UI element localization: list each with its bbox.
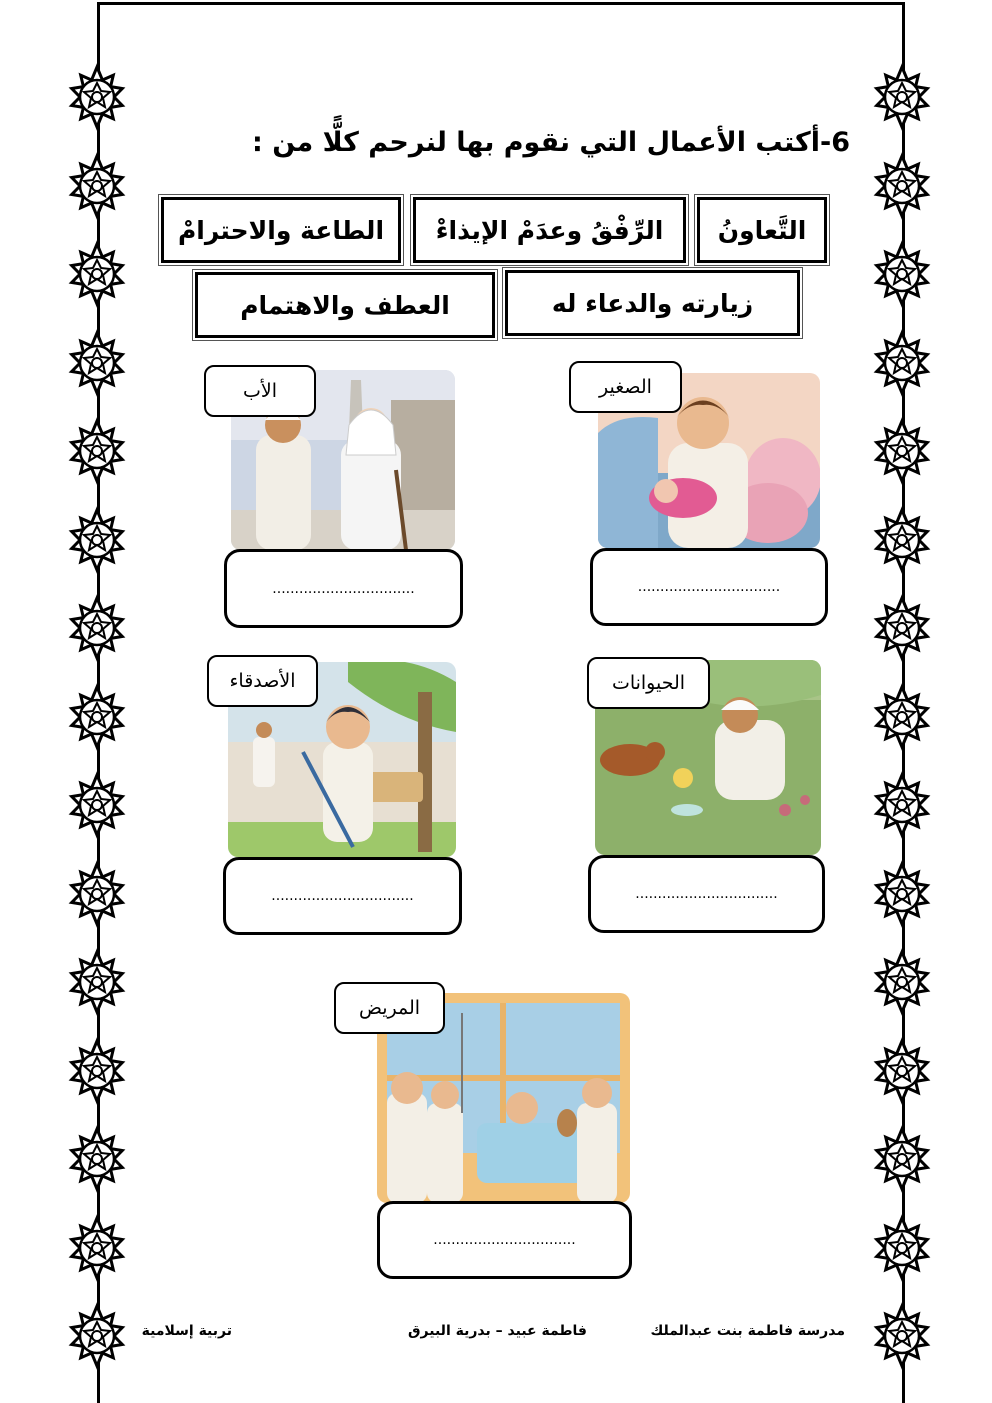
star-ornament-icon: [62, 859, 132, 929]
star-ornament-icon: [867, 770, 937, 840]
footer-subject: تربية إسلامية: [141, 1323, 232, 1339]
star-ornament-icon: [867, 1036, 937, 1106]
star-ornament-icon: [62, 770, 132, 840]
star-ornament-icon: [62, 62, 132, 132]
star-ornament-icon: [867, 947, 937, 1017]
item-label-animals: الحيوانات: [587, 657, 710, 709]
star-ornament-icon: [867, 151, 937, 221]
answer-box-child[interactable]: ................................: [590, 548, 828, 626]
star-ornament-icon: [867, 1213, 937, 1283]
footer-teachers: فاطمة عبيد – بدرية البيرق: [408, 1323, 587, 1339]
answer-box-friends[interactable]: ................................: [223, 857, 462, 935]
star-ornament-icon: [867, 682, 937, 752]
star-ornament-icon: [867, 416, 937, 486]
answer-box-animals[interactable]: ................................: [588, 855, 825, 933]
star-ornament-icon: [62, 1036, 132, 1106]
word-bank-item-3: الطاعة والاحترامْ: [161, 197, 401, 263]
answer-box-father[interactable]: ................................: [224, 549, 463, 628]
item-label-patient: المريض: [334, 982, 445, 1034]
question-title: 6-أكتب الأعمال التي نقوم بها لنرحم كلًّا من :: [252, 127, 850, 158]
star-ornament-icon: [62, 416, 132, 486]
star-ornament-icon: [62, 1301, 132, 1371]
star-ornament-icon: [867, 859, 937, 929]
item-label-father: الأب: [204, 365, 316, 417]
answer-box-patient[interactable]: ................................: [377, 1201, 632, 1279]
star-ornament-icon: [62, 239, 132, 309]
star-ornament-icon: [62, 947, 132, 1017]
item-label-friends: الأصدقاء: [207, 655, 318, 707]
frame-top-border: [97, 2, 905, 5]
star-ornament-icon: [867, 1124, 937, 1194]
star-ornament-icon: [62, 593, 132, 663]
star-ornament-icon: [62, 1213, 132, 1283]
word-bank-item-5: العطف والاهتمام: [195, 272, 495, 338]
star-ornament-icon: [867, 505, 937, 575]
footer-school: مدرسة فاطمة بنت عبدالملك: [650, 1323, 845, 1339]
star-ornament-icon: [867, 593, 937, 663]
star-ornament-icon: [867, 1301, 937, 1371]
star-ornament-icon: [867, 239, 937, 309]
word-bank-item-4: زيارته والدعاء له: [505, 270, 800, 336]
star-ornament-icon: [62, 328, 132, 398]
star-ornament-icon: [62, 151, 132, 221]
word-bank-item-1: التَّعاونُ: [697, 197, 827, 263]
word-bank-item-2: الرِّفْقُ وعدَمْ الإيذاءْ: [413, 197, 686, 263]
star-ornament-icon: [62, 682, 132, 752]
star-ornament-icon: [62, 1124, 132, 1194]
star-ornament-icon: [867, 328, 937, 398]
star-ornament-icon: [867, 62, 937, 132]
star-ornament-icon: [62, 505, 132, 575]
item-label-child: الصغير: [569, 361, 682, 413]
